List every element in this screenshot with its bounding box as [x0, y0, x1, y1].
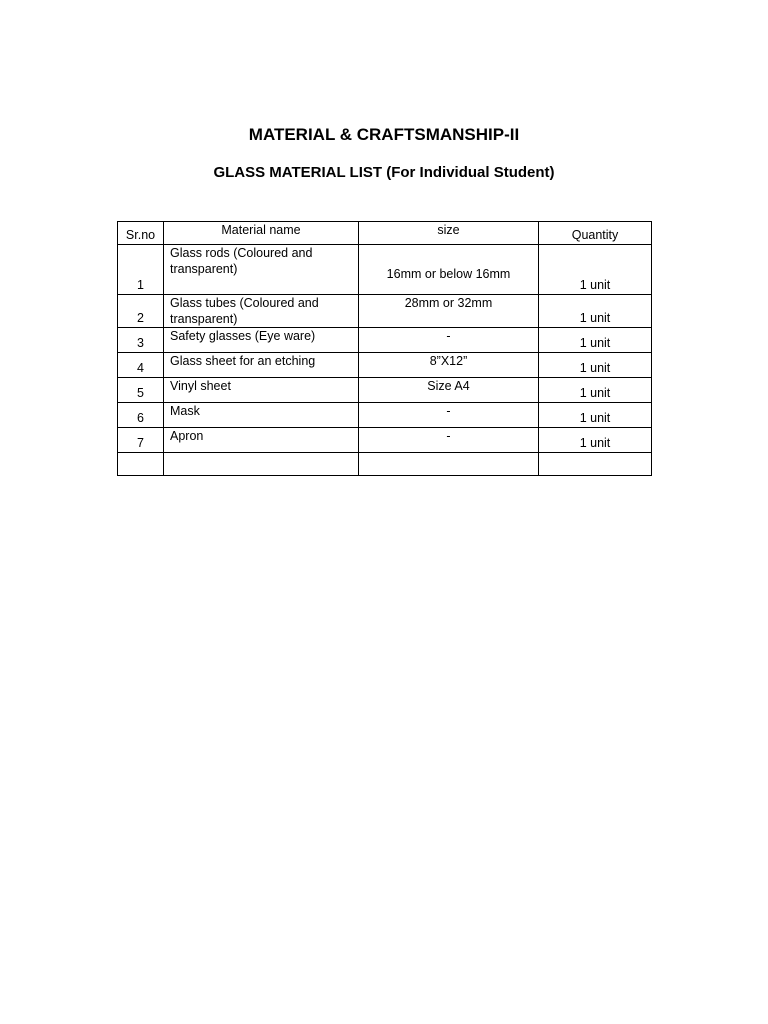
- table-row-empty: [118, 453, 652, 476]
- row-quantity: 1 unit: [539, 428, 652, 453]
- empty-cell: [539, 453, 652, 476]
- header-size: size: [359, 222, 539, 245]
- row-material-name: Glass sheet for an etching: [164, 353, 359, 378]
- table-header-row: [118, 222, 652, 245]
- row-sr-no: 4: [118, 353, 164, 378]
- table-row: [118, 245, 652, 295]
- row-material-name: Mask: [164, 403, 359, 428]
- empty-cell: [118, 453, 164, 476]
- row-size: -: [359, 328, 539, 353]
- header-material-name: Material name: [164, 222, 359, 245]
- table-row: [118, 353, 652, 378]
- material-list-table: [117, 221, 652, 476]
- row-sr-no: 5: [118, 378, 164, 403]
- header-sr-no: Sr.no: [118, 222, 164, 245]
- row-material-name: Glass rods (Coloured and transparent): [164, 245, 359, 295]
- row-size: 8”X12”: [359, 353, 539, 378]
- row-sr-no: 6: [118, 403, 164, 428]
- row-quantity: 1 unit: [539, 328, 652, 353]
- row-size: -: [359, 403, 539, 428]
- row-quantity: 1 unit: [539, 353, 652, 378]
- row-sr-no: 7: [118, 428, 164, 453]
- row-material-name: Apron: [164, 428, 359, 453]
- row-quantity: 1 unit: [539, 245, 652, 295]
- table-row: [118, 378, 652, 403]
- row-size: 28mm or 32mm: [359, 295, 539, 328]
- table-row: [118, 295, 652, 328]
- row-material-name: Glass tubes (Coloured and transparent): [164, 295, 359, 328]
- row-size: 16mm or below 16mm: [359, 245, 539, 295]
- row-sr-no: 1: [118, 245, 164, 295]
- table-row: [118, 328, 652, 353]
- row-material-name: Vinyl sheet: [164, 378, 359, 403]
- row-quantity: 1 unit: [539, 295, 652, 328]
- empty-cell: [359, 453, 539, 476]
- row-sr-no: 2: [118, 295, 164, 328]
- empty-cell: [164, 453, 359, 476]
- row-size: Size A4: [359, 378, 539, 403]
- table-row: [118, 403, 652, 428]
- row-size: -: [359, 428, 539, 453]
- row-quantity: 1 unit: [539, 378, 652, 403]
- table-row: [118, 428, 652, 453]
- row-quantity: 1 unit: [539, 403, 652, 428]
- row-material-name: Safety glasses (Eye ware): [164, 328, 359, 353]
- header-quantity: Quantity: [539, 222, 652, 245]
- document-subtitle: GLASS MATERIAL LIST (For Individual Student): [213, 164, 555, 181]
- document-title: MATERIAL & CRAFTSMANSHIP-II: [248, 125, 520, 144]
- row-sr-no: 3: [118, 328, 164, 353]
